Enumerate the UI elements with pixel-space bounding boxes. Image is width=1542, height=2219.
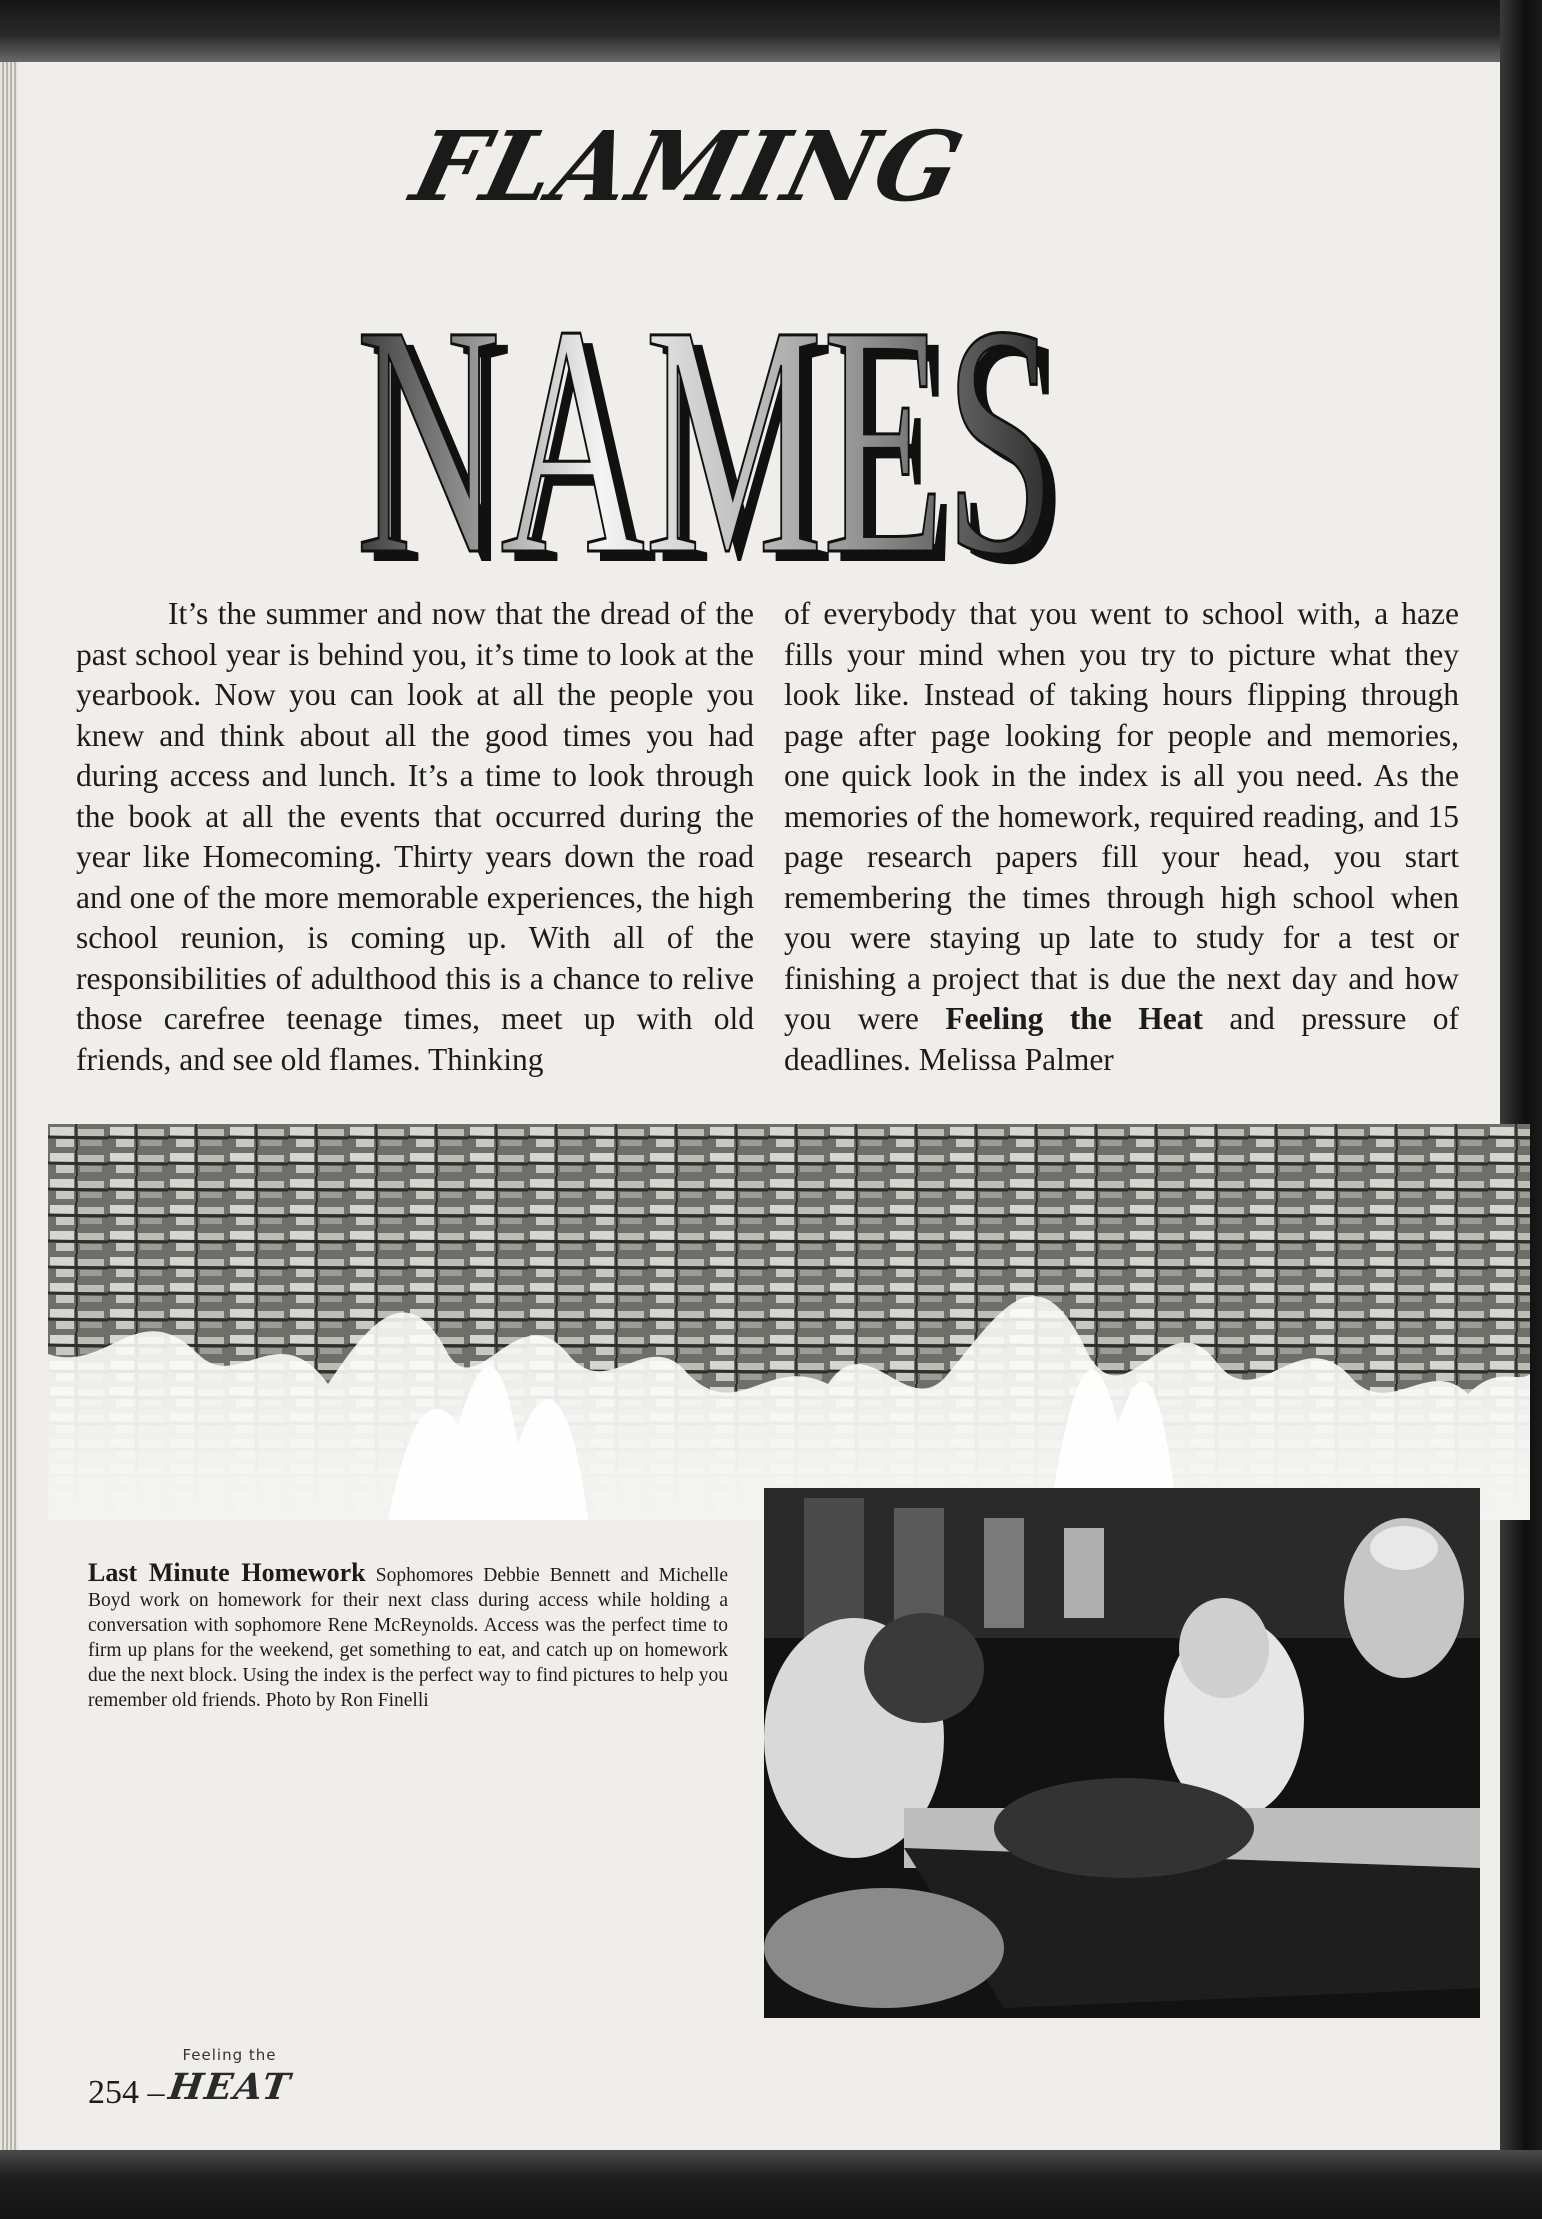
body-right-bold: Feeling the Heat — [945, 1001, 1203, 1036]
folio-logo: HEAT — [165, 2066, 294, 2108]
caption-text: Sophomores Debbie Bennett and Michelle Boyd work on homework for their next class during access while holding a conversation with sophomore Rene McReynolds. Access was the perfect time to firm up plans for the weekend, get something to eat, and catch up on homework due the next block. Using the index is the perfect way to find pictures to help you remember old friends. Photo by Ron Finelli — [88, 1565, 728, 1711]
body-column-right — [784, 594, 1459, 1080]
body-column-left — [76, 594, 754, 1080]
page-number: 254 – — [88, 2074, 165, 2111]
title-main-shadow: NAMES — [368, 268, 1068, 575]
scan-bottom-edge — [0, 2150, 1542, 2219]
title-kicker-text: FLAMING — [401, 109, 976, 223]
scan-right-edge — [1500, 0, 1542, 2219]
photo-caption — [88, 1560, 728, 1713]
homework-photo — [764, 1488, 1480, 2018]
title-main — [320, 245, 1100, 575]
body-left-text: It’s the summer and now that the dread of the past school year is behind you, it’s time to look at the yearbook. Now you can look at all the people you knew and think about all the good times you had during access and lunch. It’s a time to look through the book at all the events that occurred during the year like Homecoming. Thirty years down the road and one of the more memorable experiences, the high school reunion, is coming up. With all of the responsibilities of adulthood this is a chance to relive those carefree teenage times, meet up with old friends, and see old flames. Thinking — [76, 596, 754, 1077]
caption-heading: Last Minute Homework — [88, 1558, 366, 1587]
body-right-end: and pressure of deadlines. Melissa Palmer — [784, 1001, 1459, 1077]
flames-image — [48, 1124, 1530, 1520]
folio — [88, 2040, 328, 2110]
scan-top-edge — [0, 0, 1542, 64]
body-right-text: of everybody that you went to school with, a haze fills your mind when you try to picture what they look like. Instead of taking hours flipping through page after page looking for people and memories, one quick look in the index is all you need. As the memories of the homework, required reading, and 15 page research papers fill your head, you start remembering the times through high school when you were staying up late to study for a test or finishing a project that is due the next day and how you were — [784, 596, 1459, 1036]
title-kicker — [380, 80, 980, 260]
page-edges — [0, 62, 20, 2152]
folio-logo-small: Feeling the — [182, 2046, 277, 2064]
title-main-text: NAMES — [356, 258, 1056, 575]
